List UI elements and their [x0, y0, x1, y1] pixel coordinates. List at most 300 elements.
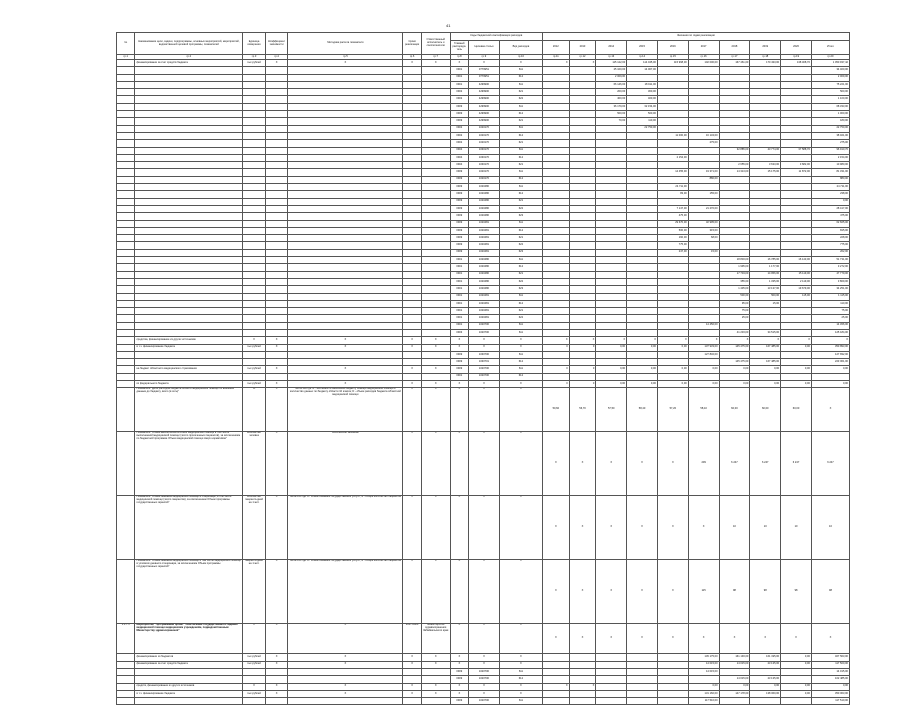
table-cell — [288, 118, 403, 125]
table-cell: 0,00 — [781, 683, 812, 690]
table-cell: X — [421, 690, 450, 697]
table-cell: 1 177,00 — [750, 264, 781, 271]
table-cell — [243, 125, 266, 132]
table-cell: 110,00 — [811, 300, 849, 307]
table-cell — [781, 322, 812, 329]
table-cell — [657, 359, 688, 366]
table-cell — [288, 322, 403, 329]
measure-value: X — [811, 624, 849, 654]
table-cell — [542, 278, 569, 285]
table-cell — [403, 213, 421, 220]
table-cell: 0,00 — [719, 381, 750, 388]
measure-c3: X — [499, 624, 542, 654]
table-cell — [542, 67, 569, 74]
table-cell: 13 137,00 — [750, 286, 781, 293]
table-cell — [719, 668, 750, 675]
table-row — [117, 344, 850, 351]
table-cell — [569, 227, 596, 234]
column-index: гр.7 — [421, 55, 450, 60]
indicator-num — [117, 560, 135, 624]
measure-row — [117, 624, 850, 654]
table-cell — [569, 300, 596, 307]
table-cell — [288, 111, 403, 118]
table-row — [117, 337, 850, 344]
table-cell — [243, 213, 266, 220]
table-cell — [719, 198, 750, 205]
table-cell — [265, 698, 288, 705]
table-cell — [135, 205, 243, 212]
table-cell — [781, 154, 812, 161]
table-cell: 0,00 — [657, 381, 688, 388]
table-cell: 7 147,00 — [657, 205, 688, 212]
table-cell: 611 — [499, 329, 542, 336]
indicator-coef: X — [265, 560, 288, 624]
table-cell — [288, 191, 403, 198]
table-cell: 1030701 — [469, 359, 500, 366]
table-cell — [243, 351, 266, 358]
table-cell — [719, 67, 750, 74]
table-cell — [243, 198, 266, 205]
table-cell — [627, 74, 658, 81]
table-cell: 10 980,00 — [811, 162, 849, 169]
indicator-value: X — [569, 560, 596, 624]
column-index: гр.4 — [265, 55, 288, 60]
table-cell: 400,00 — [627, 96, 658, 103]
table-cell — [688, 125, 719, 132]
table-row — [117, 154, 850, 161]
table-cell: X — [499, 661, 542, 668]
indicator-value: X — [657, 560, 688, 624]
table-cell — [542, 690, 569, 697]
table-cell: 775,00 — [811, 242, 849, 249]
table-cell — [688, 242, 719, 249]
table-cell — [719, 235, 750, 242]
table-cell: 25,00 — [719, 315, 750, 322]
table-cell: 0901 — [450, 271, 468, 278]
table-cell — [288, 162, 403, 169]
table-cell — [403, 140, 421, 147]
table-cell — [657, 198, 688, 205]
table-cell: X — [542, 337, 569, 344]
table-cell — [750, 205, 781, 212]
table-cell — [719, 184, 750, 191]
table-cell — [243, 132, 266, 139]
table-cell: 180,00 — [811, 118, 849, 125]
table-cell — [421, 293, 450, 300]
indicator-value: 57,50 — [596, 388, 627, 432]
table-cell — [135, 278, 243, 285]
table-cell — [569, 242, 596, 249]
table-cell — [542, 249, 569, 256]
table-row — [117, 293, 850, 300]
table-cell — [265, 67, 288, 74]
table-cell — [421, 176, 450, 183]
table-cell — [117, 329, 135, 336]
table-cell — [117, 300, 135, 307]
table-cell — [403, 308, 421, 315]
table-cell: 1020481 — [469, 308, 500, 315]
table-cell — [288, 184, 403, 191]
table-cell — [117, 154, 135, 161]
table-cell: 4299900 — [469, 81, 500, 88]
table-cell — [243, 264, 266, 271]
table-cell — [596, 308, 627, 315]
table-cell — [596, 661, 627, 668]
table-cell — [243, 103, 266, 110]
table-cell — [135, 359, 243, 366]
table-row — [117, 125, 850, 132]
indicator-value: X — [569, 496, 596, 560]
table-cell — [569, 147, 596, 154]
table-cell — [135, 249, 243, 256]
table-cell: 1030170 — [469, 162, 500, 169]
indicator-coef: X — [265, 388, 288, 432]
table-cell — [243, 205, 266, 212]
table-cell: X — [450, 690, 468, 697]
table-cell — [688, 213, 719, 220]
table-row — [117, 366, 850, 373]
table-cell: 0902 — [450, 132, 468, 139]
indicator-exec: X — [421, 560, 450, 624]
table-cell — [421, 162, 450, 169]
table-cell — [569, 698, 596, 705]
table-cell — [781, 132, 812, 139]
table-cell — [596, 315, 627, 322]
table-cell — [288, 668, 403, 675]
table-cell — [569, 676, 596, 683]
table-cell — [569, 249, 596, 256]
table-cell — [627, 661, 658, 668]
table-cell — [135, 198, 243, 205]
table-cell: 0,00 — [750, 381, 781, 388]
table-cell — [403, 286, 421, 293]
table-cell — [403, 227, 421, 234]
table-cell — [403, 103, 421, 110]
indicator-value: X — [596, 560, 627, 624]
table-row — [117, 213, 850, 220]
table-cell — [403, 278, 421, 285]
table-cell: X — [265, 60, 288, 67]
table-cell — [243, 373, 266, 380]
table-cell — [135, 300, 243, 307]
table-cell — [719, 698, 750, 705]
indicator-value: X — [542, 432, 569, 496]
table-cell — [542, 293, 569, 300]
indicator-value: 10 — [781, 496, 812, 560]
table-cell — [750, 373, 781, 380]
table-cell: 621 — [499, 118, 542, 125]
table-cell: 4299900 — [469, 89, 500, 96]
table-row — [117, 220, 850, 227]
table-cell: 15 175,00 — [750, 169, 781, 176]
table-cell: 0,00 — [781, 366, 812, 373]
table-cell — [657, 683, 688, 690]
table-cell — [265, 329, 288, 336]
table-cell — [265, 300, 288, 307]
table-cell — [719, 103, 750, 110]
table-cell — [403, 329, 421, 336]
table-cell — [117, 683, 135, 690]
table-cell — [657, 67, 688, 74]
table-cell — [569, 125, 596, 132]
table-cell — [781, 125, 812, 132]
table-cell — [542, 118, 569, 125]
table-cell — [135, 96, 243, 103]
indicator-value: 6 247 — [811, 432, 849, 496]
indicator-c2: X — [469, 388, 500, 432]
table-cell — [243, 278, 266, 285]
table-cell — [117, 654, 135, 661]
table-cell — [265, 169, 288, 176]
table-row — [117, 271, 850, 278]
table-cell — [421, 264, 450, 271]
table-cell: 0909 — [450, 227, 468, 234]
table-cell — [657, 308, 688, 315]
table-cell: X — [421, 344, 450, 351]
table-cell — [719, 249, 750, 256]
table-cell: 3 682,00 — [781, 162, 812, 169]
table-cell — [421, 89, 450, 96]
table-row — [117, 654, 850, 661]
table-cell — [265, 154, 288, 161]
indicator-value: X — [542, 496, 569, 560]
header-budget-gr: Главный распоряди-тель — [450, 41, 468, 55]
table-cell — [627, 293, 658, 300]
table-cell: 0909 — [450, 668, 468, 675]
table-row — [117, 162, 850, 169]
table-cell: 0904 — [450, 147, 468, 154]
header-year-values: Значения по годам реализации — [542, 33, 849, 41]
table-cell: 612 — [499, 191, 542, 198]
table-cell — [421, 308, 450, 315]
table-cell: 200,00 — [596, 89, 627, 96]
table-row — [117, 308, 850, 315]
table-cell — [265, 359, 288, 366]
table-cell: 1030700 — [469, 351, 500, 358]
table-cell — [596, 698, 627, 705]
table-cell — [243, 257, 266, 264]
table-cell — [719, 176, 750, 183]
indicator-num — [117, 388, 135, 432]
table-cell — [750, 140, 781, 147]
table-cell — [421, 191, 450, 198]
table-cell — [569, 668, 596, 675]
table-cell — [569, 661, 596, 668]
table-cell — [627, 184, 658, 191]
table-cell — [657, 89, 688, 96]
table-cell: 0901 — [450, 293, 468, 300]
table-cell — [265, 125, 288, 132]
table-cell — [569, 118, 596, 125]
table-cell — [657, 118, 688, 125]
table-cell: 2 119,00 — [781, 278, 812, 285]
table-cell: 611 — [499, 698, 542, 705]
table-cell — [542, 359, 569, 366]
table-cell: 0 — [542, 381, 569, 388]
table-cell: 0909 — [450, 213, 468, 220]
table-cell — [569, 329, 596, 336]
table-cell — [750, 191, 781, 198]
table-cell: X — [542, 683, 569, 690]
table-row — [117, 67, 850, 74]
table-cell: 500,00 — [657, 227, 688, 234]
table-cell — [403, 169, 421, 176]
table-cell — [627, 300, 658, 307]
table-cell — [117, 676, 135, 683]
table-cell: финансирование из бюджетов — [135, 654, 243, 661]
table-cell — [688, 271, 719, 278]
table-cell — [421, 242, 450, 249]
table-cell — [781, 191, 812, 198]
table-cell — [596, 249, 627, 256]
table-cell: 1020480 — [469, 205, 500, 212]
table-cell — [627, 308, 658, 315]
table-cell — [542, 257, 569, 264]
table-cell: 110,00 — [627, 118, 658, 125]
table-cell — [657, 329, 688, 336]
table-cell — [657, 315, 688, 322]
table-cell: 621 — [499, 140, 542, 147]
table-cell: 1 000,00 — [811, 111, 849, 118]
table-cell — [657, 690, 688, 697]
table-cell — [750, 315, 781, 322]
table-cell: 1 995,00 — [719, 264, 750, 271]
table-cell — [781, 300, 812, 307]
table-cell — [265, 293, 288, 300]
table-row — [117, 176, 850, 183]
table-cell — [135, 227, 243, 234]
table-cell — [781, 315, 812, 322]
table-cell: 0901 — [450, 308, 468, 315]
table-cell: 29 670,00 — [657, 220, 688, 227]
table-cell: 0,00 — [750, 683, 781, 690]
table-cell: 14 313,00 — [719, 169, 750, 176]
table-cell: X — [450, 654, 468, 661]
table-cell — [265, 322, 288, 329]
table-cell — [542, 147, 569, 154]
table-cell — [421, 154, 450, 161]
table-cell — [596, 132, 627, 139]
table-cell — [719, 118, 750, 125]
table-cell — [288, 227, 403, 234]
table-cell — [117, 293, 135, 300]
table-cell — [403, 257, 421, 264]
table-cell — [117, 162, 135, 169]
table-cell: 400,00 — [596, 96, 627, 103]
table-cell — [627, 690, 658, 697]
table-cell: X — [265, 366, 288, 373]
table-cell — [781, 205, 812, 212]
table-cell — [781, 96, 812, 103]
table-cell — [627, 698, 658, 705]
table-cell — [627, 676, 658, 683]
table-cell: 14 015,00 — [811, 668, 849, 675]
table-cell — [569, 67, 596, 74]
header-name: Наименование цели, задачи, подпрограммы, основных мероприятий, мероприятий, ведомственной целевой программы, показателей — [135, 33, 243, 55]
table-cell: 2 655,00 — [719, 162, 750, 169]
table-cell: тыс.рублей — [243, 366, 266, 373]
table-cell — [657, 81, 688, 88]
table-cell: X — [288, 690, 403, 697]
table-cell — [288, 278, 403, 285]
table-cell: 623 — [499, 213, 542, 220]
table-cell: 1020700 — [469, 366, 500, 373]
table-cell — [688, 111, 719, 118]
table-cell — [657, 111, 688, 118]
table-cell — [135, 271, 243, 278]
table-cell — [542, 654, 569, 661]
table-cell: 612 — [499, 373, 542, 380]
header-executor: Ответственный исполнитель и соисполнители — [421, 33, 450, 55]
table-cell: 500,00 — [750, 293, 781, 300]
table-cell — [688, 257, 719, 264]
table-cell — [135, 308, 243, 315]
table-cell: 32 995,00 — [688, 220, 719, 227]
table-cell — [288, 286, 403, 293]
table-cell — [135, 125, 243, 132]
column-index: гр.18 — [750, 55, 781, 60]
table-cell: 24 711,00 — [811, 184, 849, 191]
table-cell: 622 — [499, 242, 542, 249]
table-cell: 0,00 — [657, 366, 688, 373]
indicator-value: X — [657, 432, 688, 496]
table-cell — [627, 242, 658, 249]
table-cell — [542, 162, 569, 169]
table-cell — [569, 264, 596, 271]
table-cell — [781, 264, 812, 271]
table-cell — [135, 147, 243, 154]
table-cell: 0,00 — [811, 683, 849, 690]
indicator-coef: X — [265, 432, 288, 496]
table-cell — [243, 300, 266, 307]
measure-value: X — [688, 624, 719, 654]
table-cell: 0909 — [450, 676, 468, 683]
table-cell: X — [421, 337, 450, 344]
table-cell — [719, 213, 750, 220]
column-index: гр.1 — [117, 55, 135, 60]
table-cell — [117, 351, 135, 358]
table-cell — [403, 293, 421, 300]
table-cell — [569, 351, 596, 358]
table-cell: 0,00 — [688, 381, 719, 388]
table-cell: X — [265, 337, 288, 344]
table-cell — [627, 683, 658, 690]
table-cell: 117 510,00 — [688, 698, 719, 705]
indicator-years: X — [403, 560, 421, 624]
table-cell — [135, 676, 243, 683]
table-cell — [288, 293, 403, 300]
indicator-value: 60,00 — [781, 388, 812, 432]
measure-value: X — [750, 624, 781, 654]
table-cell — [781, 249, 812, 256]
table-cell — [688, 67, 719, 74]
table-cell — [135, 373, 243, 380]
table-cell — [542, 103, 569, 110]
table-cell — [781, 373, 812, 380]
table-cell: 32 885,00 — [719, 147, 750, 154]
table-cell: 11 000,00 — [657, 132, 688, 139]
table-cell — [569, 96, 596, 103]
table-cell — [135, 74, 243, 81]
table-cell: 11 872,00 — [781, 169, 812, 176]
indicator-name: Показатель "Доля расходов бюджета области медицинской помощи по внешним данным до бюджету, всего (в сеть)" — [135, 388, 243, 432]
table-cell — [781, 89, 812, 96]
table-cell — [569, 154, 596, 161]
table-cell: 1 435,00 — [719, 286, 750, 293]
table-cell — [403, 184, 421, 191]
table-cell: 155,00 — [688, 191, 719, 198]
header-year: 2018 — [719, 41, 750, 55]
